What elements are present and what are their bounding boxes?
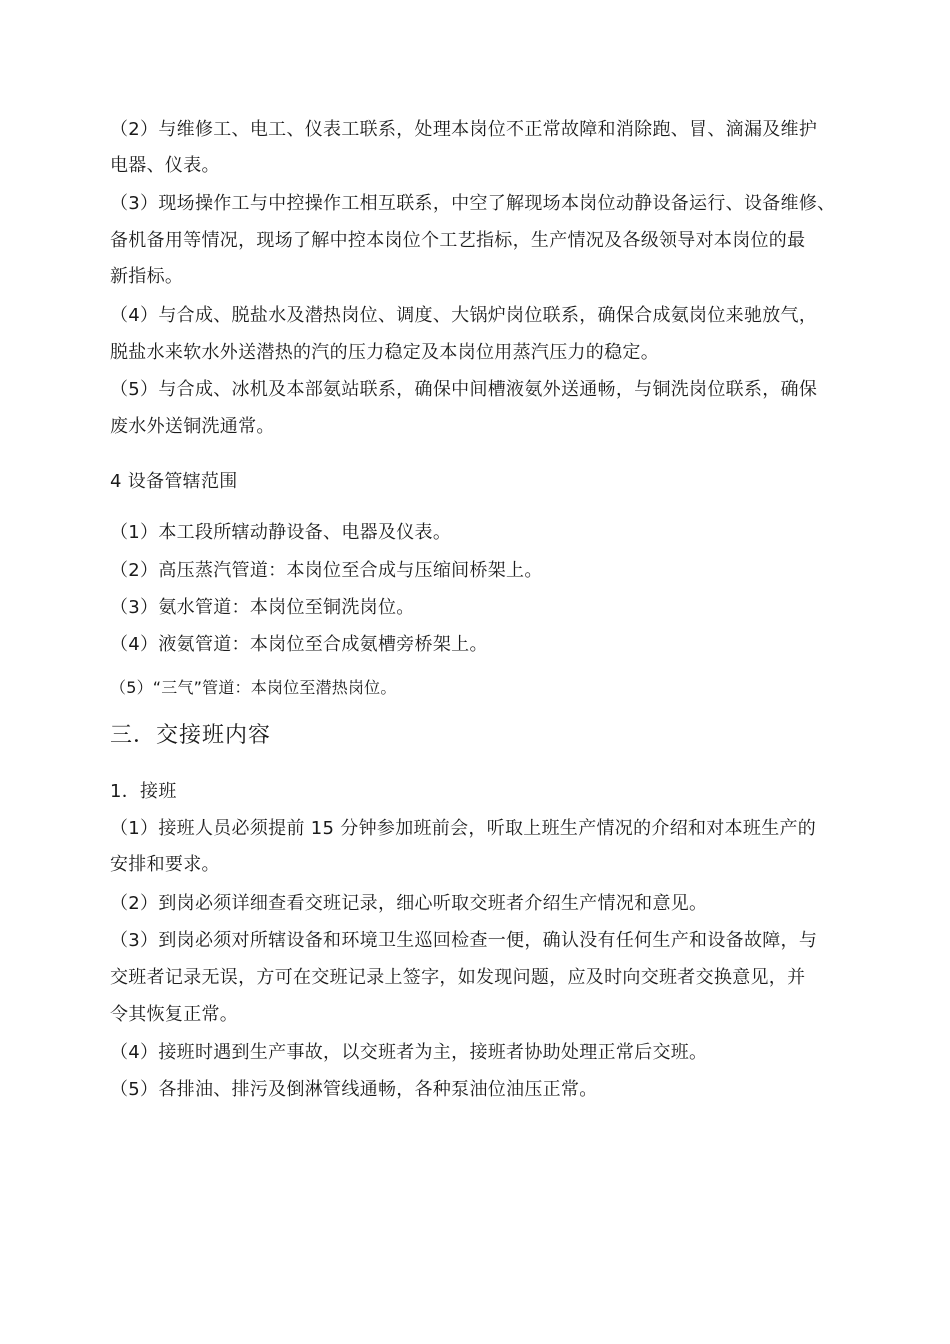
text-line: 令其恢复正常。 — [110, 1004, 239, 1025]
text-line: （2）高压蒸汽管道：本岗位至合成与压缩间桥架上。 — [110, 560, 543, 581]
section-heading: 4 设备管辖范围 — [110, 471, 238, 492]
text-line: （3）氨水管道：本岗位至铜洗岗位。 — [110, 597, 415, 618]
text-line: 新指标。 — [110, 266, 184, 287]
text-line: （4）液氨管道：本岗位至合成氨槽旁桥架上。 — [110, 634, 488, 655]
text-line: （3）到岗必须对所辖设备和环境卫生巡回检查一便，确认没有任何生产和设备故障，与 — [110, 930, 818, 951]
text-line: 脱盐水来软水外送潜热的汽的压力稳定及本岗位用蒸汽压力的稳定。 — [110, 342, 659, 363]
chapter-heading: 三．交接班内容 — [110, 723, 272, 748]
text-line: 安排和要求。 — [110, 854, 220, 875]
text-line: 电器、仪表。 — [110, 155, 220, 176]
text-line: （4）接班时遇到生产事故，以交班者为主，接班者协助处理正常后交班。 — [110, 1042, 708, 1063]
text-line: （1）本工段所辖动静设备、电器及仪表。 — [110, 522, 452, 543]
subsection-heading: 1．接班 — [110, 781, 177, 802]
text-line: （4）与合成、脱盐水及潜热岗位、调度、大锅炉岗位联系，确保合成氨岗位来驰放气， — [110, 305, 818, 326]
text-line: （2）与维修工、电工、仪表工联系，处理本岗位不正常故障和消除跑、冒、滴漏及维护 — [110, 119, 818, 140]
text-line: （2）到岗必须详细查看交班记录，细心听取交班者介绍生产情况和意见。 — [110, 893, 708, 914]
text-line: （5）与合成、冰机及本部氨站联系，确保中间槽液氨外送通畅，与铜洗岗位联系，确保 — [110, 379, 818, 400]
text-line: （1）接班人员必须提前 15 分钟参加班前会，听取上班生产情况的介绍和对本班生产的 — [110, 818, 817, 839]
text-line: 废水外送铜洗通常。 — [110, 416, 275, 437]
text-line: 交班者记录无误，方可在交班记录上签字，如发现问题，应及时向交班者交换意见，并 — [110, 967, 806, 988]
text-line: （3）现场操作工与中控操作工相互联系，中空了解现场本岗位动静设备运行、设备维修、 — [110, 193, 836, 214]
text-line: 备机备用等情况，现场了解中控本岗位个工艺指标，生产情况及各级领导对本岗位的最 — [110, 230, 806, 251]
text-line: （5）各排油、排污及倒淋管线通畅，各种泵油位油压正常。 — [110, 1079, 598, 1100]
text-line: （5）“三气”管道：本岗位至潜热岗位。 — [110, 678, 397, 697]
